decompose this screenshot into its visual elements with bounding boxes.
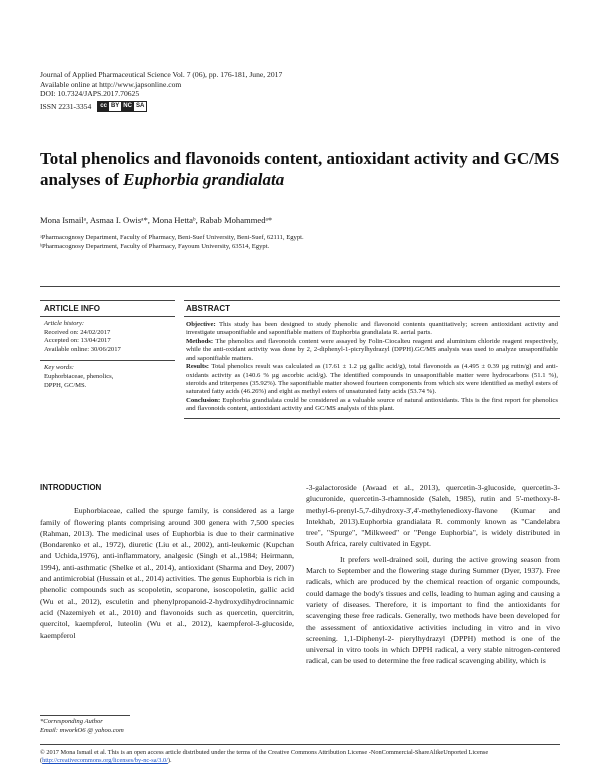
issn: ISSN 2231-3354 [40, 102, 92, 111]
keywords-section [40, 360, 175, 390]
left-column [40, 482, 294, 641]
available-date: Available online: 30/06/2017 [44, 345, 121, 353]
article-history [40, 317, 175, 354]
license-footer [40, 744, 560, 766]
introduction-heading: INTRODUCTION [40, 483, 102, 492]
journal-citation: Journal of Applied Pharmaceutical Science Vol. 7 (06), pp. 176-181, June, 2017 [40, 70, 283, 79]
affiliation-a: ᵃPharmacognosy Department, Faculty of Pharmacy, Beni-Suef University, Beni-Suef, 62111, Egypt. [40, 234, 304, 241]
cc-license-badge[interactable] [97, 101, 147, 112]
abstract-heading: ABSTRACT [184, 300, 560, 317]
journal-website: Available online at http://www.japsonline.com [40, 79, 182, 89]
history-label: Article history: [44, 320, 85, 327]
license-tail: ). [167, 757, 172, 765]
introduction-paragraph: Euphorbiaceae, called the spurge family, is considered as a large family of flowering plants comprising around 300 genera with 7,500 species (Rahman, 2013). The medicinal uses of Euphorbia is due to their carminative (Bondarenko et al., 1972), diuretic (Liu et al., 2002), anti-leukemic (Kupchan and Uchida,1976), anti-inflammatory, analgesic (Singh et al.,1984; Heirmann, 1994), anti-asthmatic (Shelke et al., 2014), antioxidant (Sharma and Dey, 2007) and antimicrobial (Hussain et al., 2014) activities. The genus Euphorbia is rich in phenolic compounds such as scopoletin, scoparone, isoscopoletin, gallic acid (Wu et al., 2012), esculetin and phenylpropanoid-2-hydroxydihydrocinnamic acid (Nazemiyeh et al., 2010) and flavonoids such as quercetin, quercitrin, quercitol, kaempferol, luteolin (Wu et al., 2012), kaempferol-3-glucoside, kaempferol [40, 506, 294, 640]
cc-icon: cc [100, 103, 107, 109]
paper-title-species: Euphorbia grandialata [123, 170, 285, 189]
right-paragraph-1: -3-galactoroside (Awaad et al., 2013), quercetin-3-glucoside, quercetin-3-glucuronide, quercetin-3-rhamnoside (Saleh, 1985), rutin and 5'-methoxy-8-methyl-6-prenyl-5,7-dihydroxy-3',4'-methylenedioxy-flavone (Kumar and Intekhab, 2013).Euphorbia grandialata R. commonly known as "Candelabra tree", "Spurge", "Milkweed" or "Penge Euphorbia", is widely distributed in South Africa, rarely cultivated in Egypt. [306, 483, 560, 549]
keywords-label: Key words: [44, 364, 74, 372]
abstract-box [184, 300, 560, 419]
article-info-heading: ARTICLE INFO [40, 300, 175, 317]
journal-doi: DOI: 10.7324/JAPS.2017.70625 [40, 89, 140, 99]
abstract-results: Results: Total phenolics result was calculated as (17.61 ± 1.2 µg gallic acid/g), total flavonoids as (4.495 ± 0.39 µg rutin/g) and anti-oxidants activity as (140.6 % µg ascorbic acid/g). The identified compounds in unsaponifiable matter were hydrocarbons (51.1 %), steroids and triterpenes (35.92%). The saponifiable matter showed fourteen components from which six were identified as methyl esters of saturated fatty acids (46.26%) and eight as methyl esters of unsaturated fatty acids (53.74 %). [186, 363, 558, 396]
article-info-box [40, 300, 175, 390]
keywords-line-2: DPPH, GC/MS. [44, 381, 87, 389]
keywords-line-1: Euphorbiaceae, phenolics, [44, 372, 114, 380]
abstract-body [184, 317, 560, 419]
cc-by-icon: BY [110, 103, 120, 109]
corresponding-email: Email: mworkO6 @ yahoo.com [40, 726, 124, 734]
license-text: © 2017 Mona Ismail et al. This is an open access article distributed under the terms of the Creative Commons Attribution License -NonCommercial-ShareAlikeUnported License ( [40, 749, 489, 765]
cc-nc-icon: NC [123, 103, 132, 109]
paper-title [40, 148, 560, 190]
paper-title-plain: Total phenolics and flavonoids content, antioxidant activity and GC/MS analyses of [40, 149, 560, 189]
corresponding-author-label: *Corresponding Author [40, 718, 103, 725]
abstract-methods: Methods: The phenolics and flavonoids content were assayed by Folin-Ciocalteu reagent and aluminium chloride reagent respectively, while the anti-oxidant activity was done by 2, 2-diphenyl-1-picrylhydrazyl (DPPH).GC/MS analysis was used to analyze unsaponifiable and saponifiable matters. [186, 338, 558, 362]
issn-row [40, 101, 147, 112]
abstract-objective: Objective: This study has been designed to study phenolic and flavonoid contents quantitatively; screen antioxidant activity and investigate unsaponifiable and saponifiable matters of Euphorbia grandialata R. aerial parts. [186, 321, 558, 337]
right-column [306, 482, 560, 667]
received-date: Received on: 24/02/2017 [44, 328, 111, 336]
abstract-conclusion: Conclusion: Euphorbia grandialata could be considered as a valuable source of natural antioxidants. This is the first report for phenolics and flavonoids content, antioxidant activity and GC/MS analysis of this plant. [186, 397, 558, 413]
affiliation-b: ᵇPharmacognosy Department, Faculty of Pharmacy, Fayoum University, 63514, Egypt. [40, 243, 270, 250]
author-list: Mona Ismailᵃ, Asmaa I. Owisᵃ*, Mona Hettaᵇ, Rabab Mohammedᵃ* [40, 215, 273, 225]
accepted-date: Accepted on: 13/04/2017 [44, 337, 111, 345]
header-divider [40, 286, 560, 287]
journal-header [40, 70, 360, 99]
correspondence [40, 718, 124, 735]
license-link[interactable]: http://creativecommons.org/licenses/by-nc-sa/3.0/ [42, 757, 168, 765]
cc-sa-icon: SA [135, 103, 145, 109]
correspondence-divider [40, 715, 130, 716]
right-paragraph-2: It prefers well-drained soil, during the active growing season from March to September and the flowering stage during Summer (Dyer, 1937). Free radicals, which are produced by the chemical reaction of organic compounds, could damage the body's tissues and cells, leading to human aging and causing a variety of diseases. Therefore, it is important to find the antioxidants for scavenging these free radicals. Generally, two methods have been developed for the assessment of antioxidative activities including in vitro and in vivo screening. 1,1-Diphenyl-2- pierylhydrazyl (DPPH) method is one of the universal in vitro tools in which DPPH radical, a very stable nitrogen-centered radical, can be used to determine the free radical scavenging ability, which is [306, 554, 560, 666]
